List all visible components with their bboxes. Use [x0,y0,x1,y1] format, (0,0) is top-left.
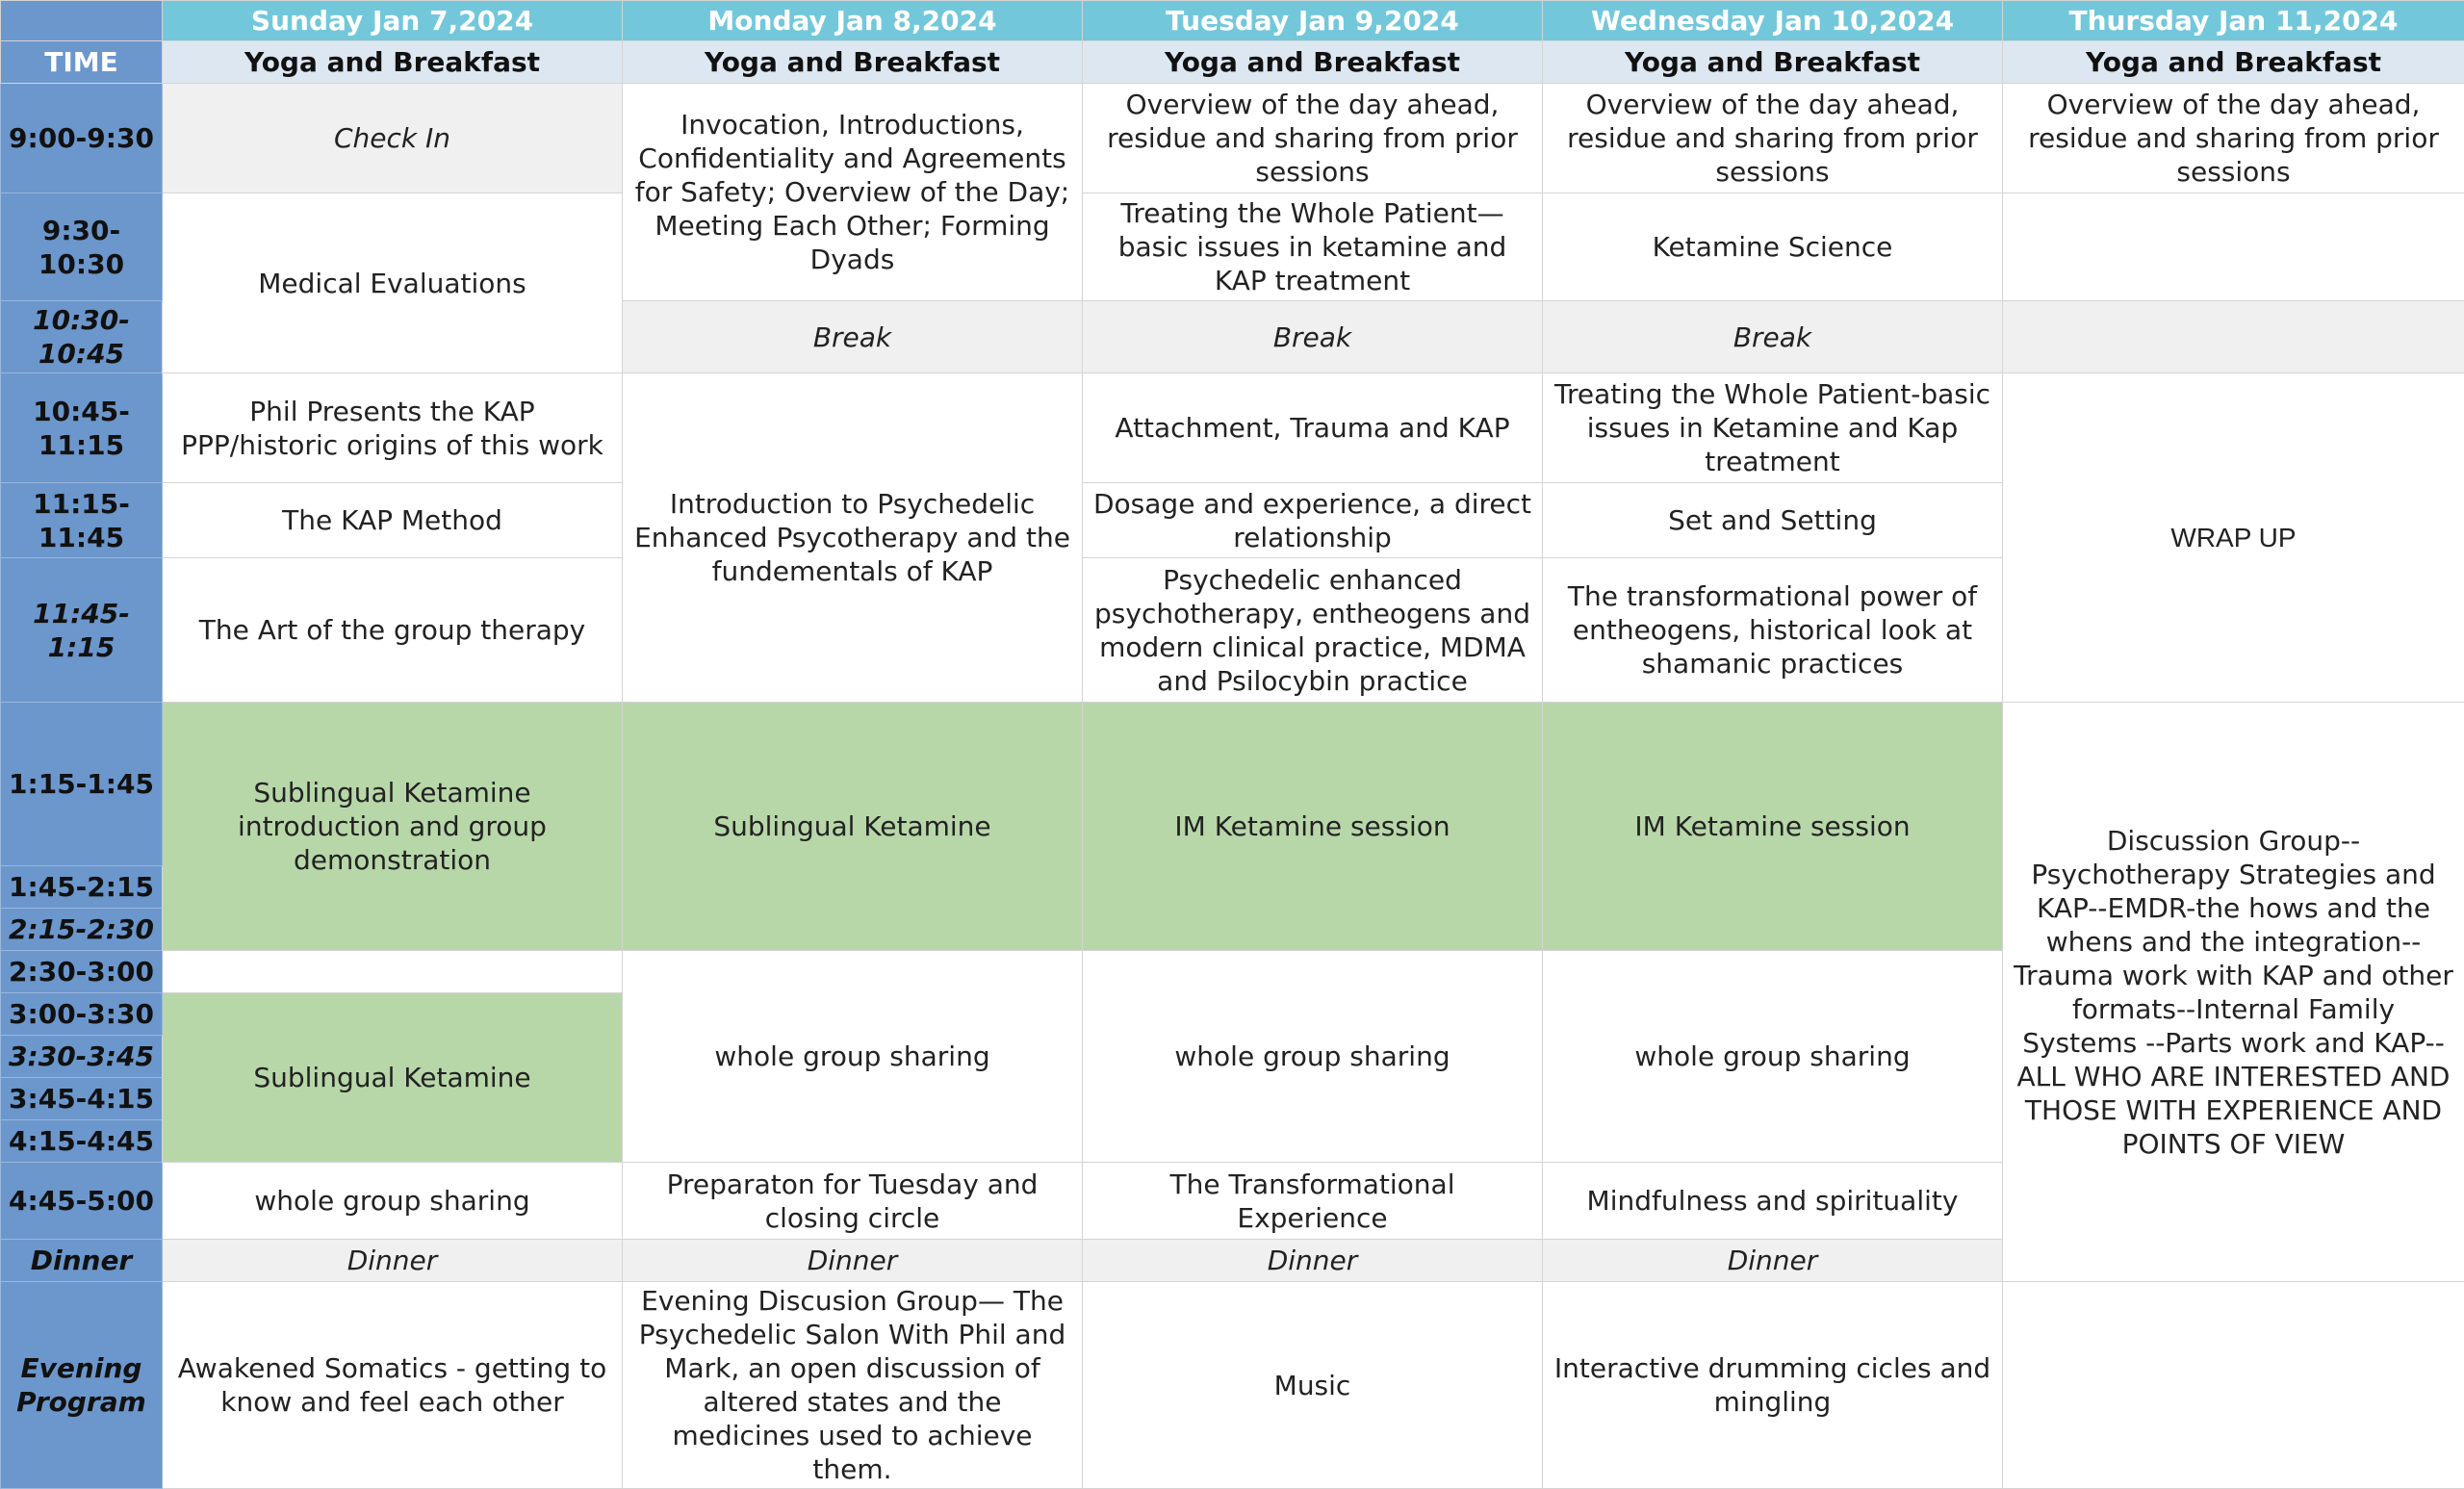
time-slot: 9:00-9:30 [1,84,163,193]
time-slot: 4:45-5:00 [1,1163,163,1240]
yoga-tuesday: Yoga and Breakfast [1083,41,1543,84]
tuesday-break: Break [1083,301,1543,373]
tuesday-group-sharing: whole group sharing [1083,951,1543,1163]
time-slot: 11:45-1:15 [1,558,163,703]
thursday-empty-cell [2003,193,2464,301]
tuesday-evening-program: Music [1083,1282,1543,1489]
time-slot: 2:15-2:30 [1,909,163,951]
monday-sublingual-ketamine: Sublingual Ketamine [623,703,1083,951]
yoga-row [1,41,2464,84]
day-header-row [1,1,2464,41]
yoga-wednesday: Yoga and Breakfast [1543,41,2003,84]
day-header-sunday: Sunday Jan 7,2024 [163,1,623,41]
wednesday-dinner: Dinner [1543,1240,2003,1282]
wednesday-whole-patient: Treating the Whole Patient-basic issues in Ketamine and Kap treatment [1543,373,2003,483]
monday-group-sharing: whole group sharing [623,951,1083,1163]
wednesday-evening-program: Interactive drumming cicles and mingling [1543,1282,2003,1489]
wednesday-set-setting: Set and Setting [1543,483,2003,558]
tuesday-dinner: Dinner [1083,1240,1543,1282]
time-slot: 9:30-10:30 [1,193,163,301]
sunday-evening-program: Awakened Somatics - getting to know and feel each other [163,1282,623,1489]
day-header-thursday: Thursday Jan 11,2024 [2003,1,2464,41]
time-slot: 3:00-3:30 [1,993,163,1036]
sunday-dinner: Dinner [163,1240,623,1282]
monday-preparation: Preparaton for Tuesday and closing circle [623,1163,1083,1240]
time-slot: 2:30-3:00 [1,951,163,993]
sunday-medical-evaluations: Medical Evaluations [163,193,623,373]
tuesday-overview: Overview of the day ahead, residue and sharing from prior sessions [1083,84,1543,193]
sunday-sublingual-ketamine: Sublingual Ketamine [163,993,623,1163]
tuesday-dosage: Dosage and experience, a direct relationship [1083,483,1543,558]
time-slot: 3:45-4:15 [1,1078,163,1120]
monday-break: Break [623,301,1083,373]
wednesday-break: Break [1543,301,2003,373]
sunday-phil-presents: Phil Presents the KAP PPP/historic origins of this work [163,373,623,483]
tuesday-whole-patient: Treating the Whole Patient—basic issues in ketamine and KAP treatment [1083,193,1543,301]
tuesday-psychedelic-psychotherapy: Psychedelic enhanced psychotherapy, entheogens and modern clinical practice, MDMA and Psilocybin practice [1083,558,1543,703]
thursday-discussion-group: Discussion Group--Psychotherapy Strategies and KAP--EMDR-the hows and the whens and the integration--Trauma work with KAP and other formats--Internal Family Systems --Parts work and KAP--ALL WHO ARE INTERESTED AND THOSE WITH EXPERIENCE AND POINTS OF VIEW [2003,703,2464,1282]
sunday-group-sharing: whole group sharing [163,1163,623,1240]
monday-invocation: Invocation, Introductions, Confidentiality and Agreements for Safety; Overview of the Day; Meeting Each Other; Forming Dyads [623,84,1083,301]
time-slot: 1:15-1:45 [1,703,163,866]
monday-dinner: Dinner [623,1240,1083,1282]
thursday-evening-empty [2003,1282,2464,1489]
sunday-check-in: Check In [163,84,623,193]
time-slot-evening: Evening Program [1,1282,163,1489]
time-slot: 10:30-10:45 [1,301,163,373]
tuesday-im-ketamine: IM Ketamine session [1083,703,1543,951]
day-header-tuesday: Tuesday Jan 9,2024 [1083,1,1543,41]
time-slot-dinner: Dinner [1,1240,163,1282]
tuesday-attachment-trauma: Attachment, Trauma and KAP [1083,373,1543,483]
tuesday-transformational-experience: The Transformational Experience [1083,1163,1543,1240]
monday-evening-program: Evening Discusion Group— The Psychedelic Salon With Phil and Mark, an open discussion of altered states and the medicines used to achieve them. [623,1282,1083,1489]
time-slot: 3:30-3:45 [1,1036,163,1078]
wednesday-ketamine-science: Ketamine Science [1543,193,2003,301]
wednesday-overview: Overview of the day ahead, residue and sharing from prior sessions [1543,84,2003,193]
wednesday-im-ketamine: IM Ketamine session [1543,703,2003,951]
time-slot: 1:45-2:15 [1,866,163,909]
monday-intro-psychedelic: Introduction to Psychedelic Enhanced Psycotherapy and the fundementals of KAP [623,373,1083,703]
yoga-thursday: Yoga and Breakfast [2003,41,2464,84]
thursday-overview: Overview of the day ahead, residue and sharing from prior sessions [2003,84,2464,193]
time-slot: 11:15-11:45 [1,483,163,558]
sunday-sublingual-intro: Sublingual Ketamine introduction and group demonstration [163,703,623,951]
time-slot: 10:45-11:15 [1,373,163,483]
wednesday-transformational-power: The transformational power of entheogens, historical look at shamanic practices [1543,558,2003,703]
time-column-header: TIME [1,41,163,84]
day-header-wednesday: Wednesday Jan 10,2024 [1543,1,2003,41]
header-corner [1,1,163,41]
thursday-break-empty [2003,301,2464,373]
wednesday-group-sharing: whole group sharing [1543,951,2003,1163]
yoga-sunday: Yoga and Breakfast [163,41,623,84]
yoga-monday: Yoga and Breakfast [623,41,1083,84]
wednesday-mindfulness: Mindfulness and spirituality [1543,1163,2003,1240]
sunday-empty-cell [163,951,623,993]
day-header-monday: Monday Jan 8,2024 [623,1,1083,41]
sunday-kap-method: The KAP Method [163,483,623,558]
sunday-art-group-therapy: The Art of the group therapy [163,558,623,703]
time-slot: 4:15-4:45 [1,1120,163,1163]
thursday-wrap-up: WRAP UP [2003,373,2464,703]
